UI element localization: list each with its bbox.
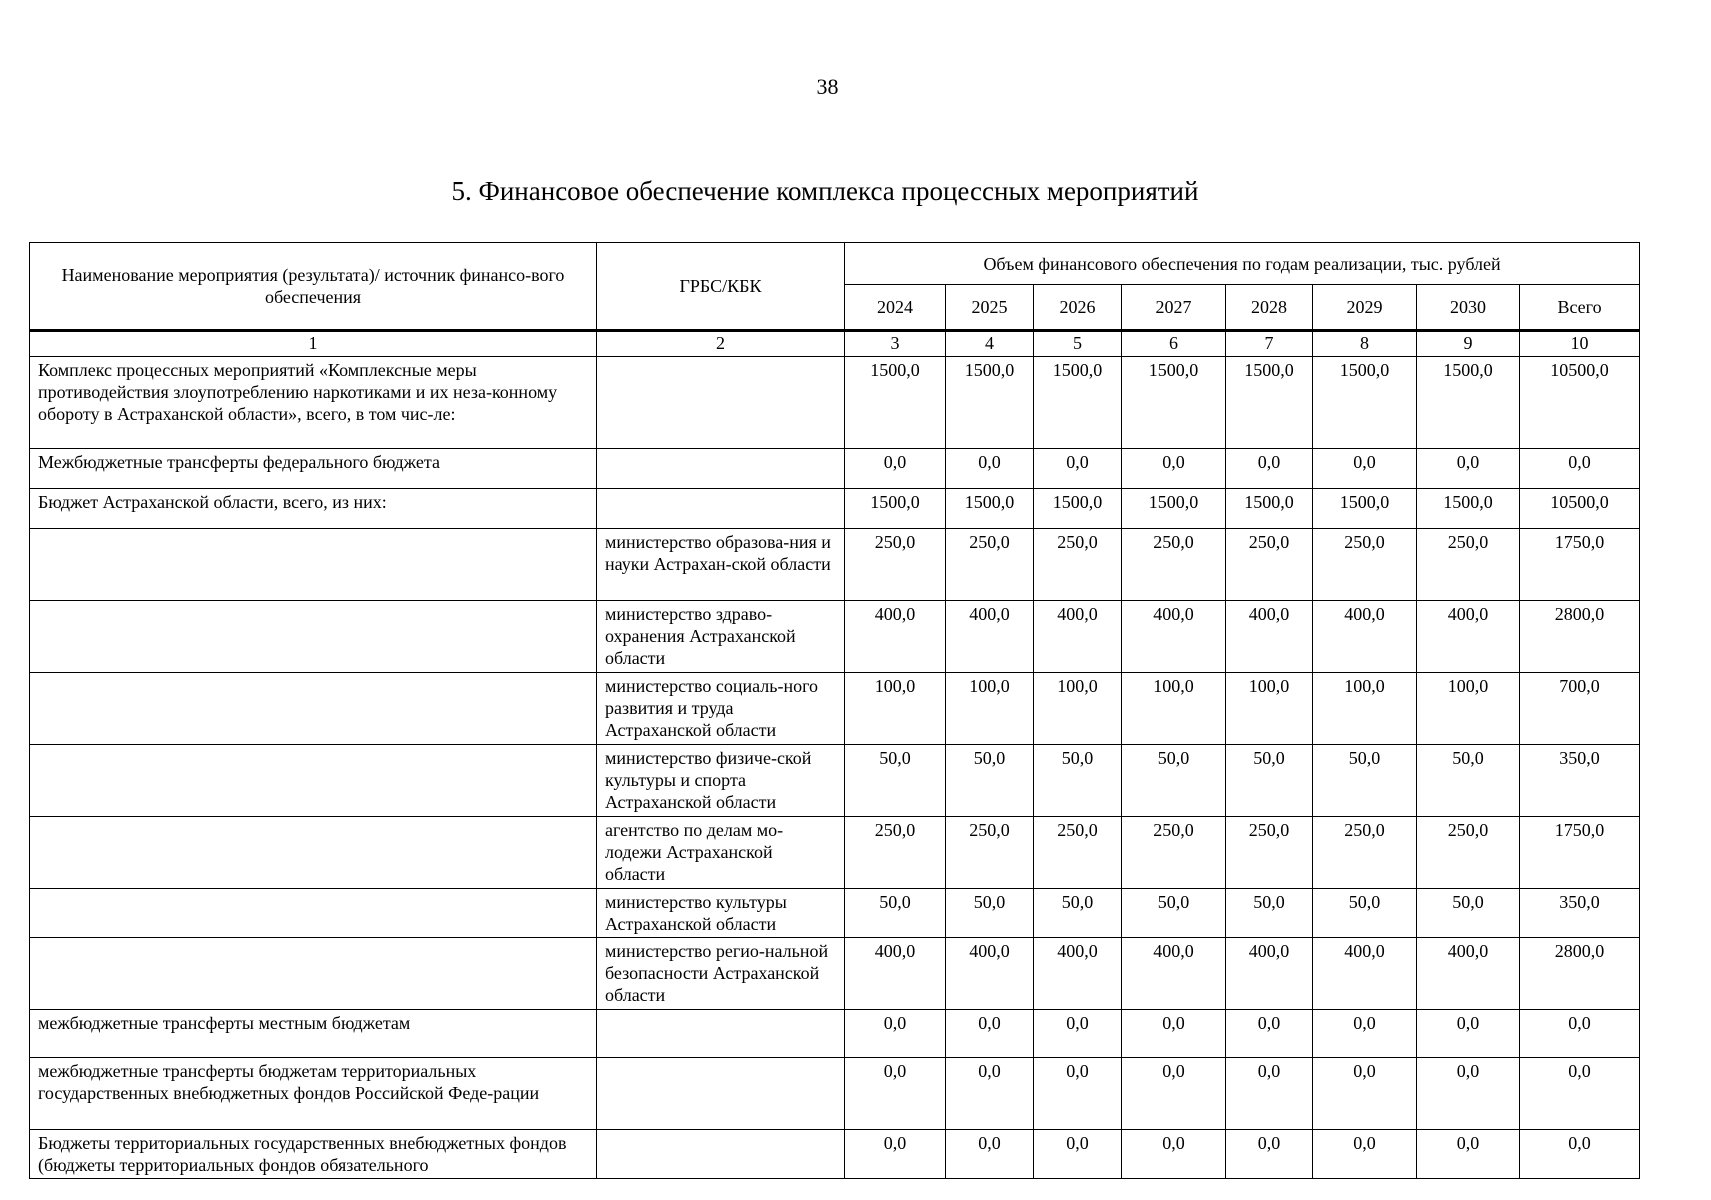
row-year-value-cell: 50,0 (1122, 745, 1226, 817)
row-year-value-cell: 50,0 (1313, 889, 1417, 938)
row-name-cell: Комплекс процессных мероприятий «Комплексные меры противодействия злоупотреблению наркотиками и их неза-конному обороту в Астраханской области», всего, в том чис-ле: (30, 357, 597, 449)
column-numbers-row (30, 331, 1640, 357)
row-name-cell: Бюджет Астраханской области, всего, из них: (30, 489, 597, 529)
row-grbs-cell: агентство по делам мо-лодежи Астраханской области (597, 817, 845, 889)
row-year-value-cell: 1500,0 (946, 489, 1034, 529)
row-total-cell: 2800,0 (1520, 601, 1640, 673)
row-name-cell: межбюджетные трансферты местным бюджетам (30, 1010, 597, 1058)
row-year-value-cell: 400,0 (1417, 601, 1520, 673)
row-total-cell: 1750,0 (1520, 817, 1640, 889)
row-year-value-cell: 400,0 (1226, 601, 1313, 673)
column-number: 10 (1520, 331, 1640, 357)
row-year-value-cell: 50,0 (845, 889, 946, 938)
row-name-cell (30, 673, 597, 745)
row-year-value-cell: 400,0 (1417, 938, 1520, 1010)
header-grbs-column: ГРБС/КБК (597, 243, 845, 331)
table-row (30, 1130, 1640, 1179)
row-grbs-cell (597, 1010, 845, 1058)
row-year-value-cell: 1500,0 (1122, 357, 1226, 449)
row-grbs-cell: министерство здраво-охранения Астраханской области (597, 601, 845, 673)
table-row (30, 817, 1640, 889)
row-grbs-cell (597, 449, 845, 489)
header-year: 2026 (1034, 285, 1122, 331)
row-year-value-cell: 0,0 (1313, 449, 1417, 489)
row-year-value-cell: 0,0 (845, 1010, 946, 1058)
row-year-value-cell: 400,0 (1122, 938, 1226, 1010)
row-year-value-cell: 0,0 (1417, 1130, 1520, 1179)
column-number: 9 (1417, 331, 1520, 357)
row-year-value-cell: 1500,0 (1226, 489, 1313, 529)
row-year-value-cell: 1500,0 (946, 357, 1034, 449)
row-total-cell: 10500,0 (1520, 489, 1640, 529)
row-year-value-cell: 0,0 (946, 1130, 1034, 1179)
row-year-value-cell: 50,0 (946, 889, 1034, 938)
table-row (30, 489, 1640, 529)
row-year-value-cell: 100,0 (1122, 673, 1226, 745)
row-year-value-cell: 400,0 (946, 601, 1034, 673)
row-grbs-cell (597, 357, 845, 449)
column-number: 7 (1226, 331, 1313, 357)
row-year-value-cell: 400,0 (845, 601, 946, 673)
row-year-value-cell: 50,0 (1034, 745, 1122, 817)
row-name-cell (30, 745, 597, 817)
row-year-value-cell: 0,0 (1034, 1130, 1122, 1179)
table-row (30, 357, 1640, 449)
row-year-value-cell: 0,0 (1313, 1130, 1417, 1179)
row-year-value-cell: 250,0 (946, 817, 1034, 889)
row-year-value-cell: 250,0 (1226, 817, 1313, 889)
row-year-value-cell: 400,0 (1313, 938, 1417, 1010)
row-year-value-cell: 0,0 (1034, 1010, 1122, 1058)
row-year-value-cell: 250,0 (1313, 817, 1417, 889)
row-year-value-cell: 400,0 (1226, 938, 1313, 1010)
row-year-value-cell: 0,0 (1034, 449, 1122, 489)
row-year-value-cell: 1500,0 (1226, 357, 1313, 449)
row-year-value-cell: 0,0 (1313, 1058, 1417, 1130)
row-year-value-cell: 0,0 (946, 1058, 1034, 1130)
table-row (30, 601, 1640, 673)
table-row (30, 889, 1640, 938)
row-grbs-cell: министерство образова-ния и науки Астрахан-ской области (597, 529, 845, 601)
row-year-value-cell: 0,0 (1034, 1058, 1122, 1130)
column-number: 2 (597, 331, 845, 357)
header-year: 2028 (1226, 285, 1313, 331)
column-number: 5 (1034, 331, 1122, 357)
row-name-cell: межбюджетные трансферты бюджетам территориальных государственных внебюджетных фондов Российской Феде-рации (30, 1058, 597, 1130)
row-year-value-cell: 400,0 (1313, 601, 1417, 673)
row-year-value-cell: 50,0 (1226, 745, 1313, 817)
row-year-value-cell: 0,0 (1122, 1010, 1226, 1058)
row-name-cell (30, 889, 597, 938)
table-row (30, 673, 1640, 745)
table-body (30, 357, 1640, 1179)
row-year-value-cell: 400,0 (1122, 601, 1226, 673)
row-name-cell (30, 529, 597, 601)
row-year-value-cell: 400,0 (1034, 938, 1122, 1010)
header-volume-group: Объем финансового обеспечения по годам реализации, тыс. рублей (845, 243, 1640, 285)
table-row (30, 1058, 1640, 1130)
header-year: 2027 (1122, 285, 1226, 331)
row-year-value-cell: 100,0 (1313, 673, 1417, 745)
row-year-value-cell: 250,0 (845, 817, 946, 889)
row-year-value-cell: 250,0 (1034, 817, 1122, 889)
header-year: 2025 (946, 285, 1034, 331)
row-total-cell: 0,0 (1520, 1058, 1640, 1130)
row-year-value-cell: 50,0 (1417, 745, 1520, 817)
row-year-value-cell: 0,0 (1122, 1130, 1226, 1179)
row-year-value-cell: 0,0 (845, 1058, 946, 1130)
column-number: 6 (1122, 331, 1226, 357)
row-grbs-cell: министерство регио-нальной безопасности Астраханской области (597, 938, 845, 1010)
row-year-value-cell: 1500,0 (1034, 489, 1122, 529)
row-year-value-cell: 0,0 (946, 449, 1034, 489)
row-year-value-cell: 1500,0 (845, 357, 946, 449)
row-grbs-cell (597, 1058, 845, 1130)
header-year: 2029 (1313, 285, 1417, 331)
section-title: 5. Финансовое обеспечение комплекса процессных мероприятий (451, 176, 1199, 206)
row-year-value-cell: 100,0 (1417, 673, 1520, 745)
row-year-value-cell: 0,0 (845, 1130, 946, 1179)
table-row (30, 529, 1640, 601)
row-year-value-cell: 250,0 (1226, 529, 1313, 601)
row-total-cell: 350,0 (1520, 745, 1640, 817)
row-year-value-cell: 100,0 (1034, 673, 1122, 745)
row-grbs-cell: министерство физиче-ской культуры и спорта Астраханской области (597, 745, 845, 817)
row-total-cell: 10500,0 (1520, 357, 1640, 449)
row-year-value-cell: 100,0 (1226, 673, 1313, 745)
row-year-value-cell: 1500,0 (1034, 357, 1122, 449)
column-number: 1 (30, 331, 597, 357)
row-grbs-cell (597, 489, 845, 529)
row-year-value-cell: 250,0 (1417, 817, 1520, 889)
row-grbs-cell (597, 1130, 845, 1179)
row-year-value-cell: 1500,0 (845, 489, 946, 529)
header-total: Всего (1520, 285, 1640, 331)
table-row (30, 1010, 1640, 1058)
row-name-cell (30, 817, 597, 889)
row-year-value-cell: 0,0 (1226, 1010, 1313, 1058)
row-year-value-cell: 50,0 (845, 745, 946, 817)
row-year-value-cell: 1500,0 (1122, 489, 1226, 529)
table-row (30, 938, 1640, 1010)
row-grbs-cell: министерство культуры Астраханской области (597, 889, 845, 938)
row-total-cell: 0,0 (1520, 1010, 1640, 1058)
row-year-value-cell: 0,0 (1417, 1010, 1520, 1058)
row-year-value-cell: 0,0 (1417, 449, 1520, 489)
column-number: 4 (946, 331, 1034, 357)
header-year: 2024 (845, 285, 946, 331)
row-year-value-cell: 250,0 (1417, 529, 1520, 601)
row-year-value-cell: 1500,0 (1417, 489, 1520, 529)
row-name-cell (30, 601, 597, 673)
row-year-value-cell: 400,0 (845, 938, 946, 1010)
row-total-cell: 0,0 (1520, 449, 1640, 489)
row-year-value-cell: 250,0 (1122, 817, 1226, 889)
column-number: 8 (1313, 331, 1417, 357)
row-year-value-cell: 0,0 (1122, 449, 1226, 489)
row-year-value-cell: 0,0 (1122, 1058, 1226, 1130)
header-year: 2030 (1417, 285, 1520, 331)
row-year-value-cell: 50,0 (1417, 889, 1520, 938)
row-total-cell: 700,0 (1520, 673, 1640, 745)
row-year-value-cell: 250,0 (1313, 529, 1417, 601)
row-total-cell: 2800,0 (1520, 938, 1640, 1010)
column-number: 3 (845, 331, 946, 357)
row-total-cell: 350,0 (1520, 889, 1640, 938)
financing-table (29, 242, 1640, 1179)
row-year-value-cell: 100,0 (845, 673, 946, 745)
row-year-value-cell: 50,0 (1122, 889, 1226, 938)
row-year-value-cell: 250,0 (845, 529, 946, 601)
row-year-value-cell: 50,0 (1034, 889, 1122, 938)
page-number: 38 (816, 74, 839, 99)
row-year-value-cell: 250,0 (1122, 529, 1226, 601)
table-row (30, 745, 1640, 817)
row-total-cell: 1750,0 (1520, 529, 1640, 601)
row-year-value-cell: 0,0 (1313, 1010, 1417, 1058)
row-year-value-cell: 100,0 (946, 673, 1034, 745)
row-year-value-cell: 400,0 (1034, 601, 1122, 673)
row-year-value-cell: 0,0 (1226, 1130, 1313, 1179)
row-year-value-cell: 1500,0 (1417, 357, 1520, 449)
row-year-value-cell: 250,0 (946, 529, 1034, 601)
row-year-value-cell: 400,0 (946, 938, 1034, 1010)
row-year-value-cell: 0,0 (1417, 1058, 1520, 1130)
header-name-column: Наименование мероприятия (результата)/ источник финансо-вого обеспечения (30, 243, 597, 331)
row-name-cell (30, 938, 597, 1010)
row-year-value-cell: 1500,0 (1313, 489, 1417, 529)
row-year-value-cell: 250,0 (1034, 529, 1122, 601)
row-year-value-cell: 0,0 (1226, 449, 1313, 489)
row-year-value-cell: 1500,0 (1313, 357, 1417, 449)
row-year-value-cell: 50,0 (1313, 745, 1417, 817)
row-year-value-cell: 50,0 (1226, 889, 1313, 938)
row-year-value-cell: 0,0 (845, 449, 946, 489)
row-year-value-cell: 0,0 (1226, 1058, 1313, 1130)
row-year-value-cell: 0,0 (946, 1010, 1034, 1058)
table-row (30, 449, 1640, 489)
row-name-cell: Бюджеты территориальных государственных внебюджетных фондов (бюджеты территориальных фондов обязательного (30, 1130, 597, 1179)
row-total-cell: 0,0 (1520, 1130, 1640, 1179)
row-year-value-cell: 50,0 (946, 745, 1034, 817)
row-name-cell: Межбюджетные трансферты федерального бюджета (30, 449, 597, 489)
row-grbs-cell: министерство социаль-ного развития и труда Астраханской области (597, 673, 845, 745)
